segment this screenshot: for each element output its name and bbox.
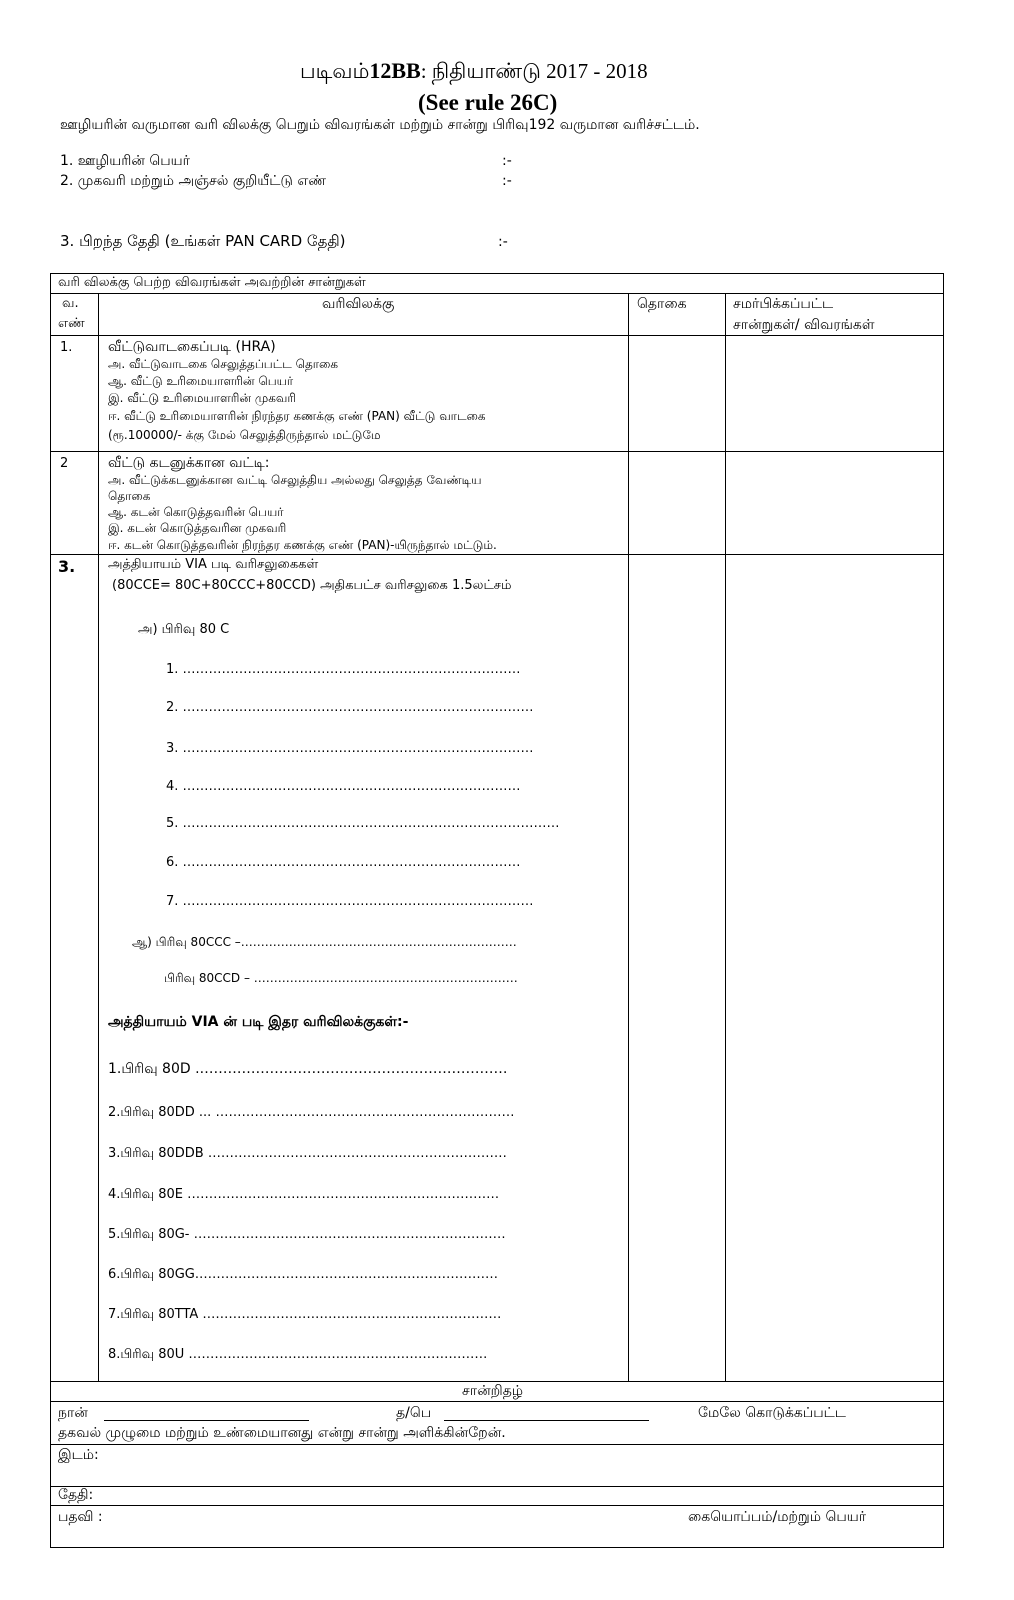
sec-80g: 5.பிரிவு 80G- ………………………………………………………………	[108, 1227, 506, 1242]
row1-line-a: அ. வீட்டுவாடகை செலுத்தப்பட்ட தொகை	[108, 357, 339, 371]
item-80c-6: 6. ……………………………………………………………………	[166, 855, 521, 870]
row2-line-d: ஈ. கடன் கொடுத்தவரின் நிரந்தர கணக்கு எண் (PAN)-யிருந்தால் மட்டும்.	[108, 538, 497, 552]
cert-father-blank[interactable]	[444, 1408, 649, 1425]
col-header-sno-2: எண்	[58, 316, 85, 331]
item-80c-5: 5. ……………………………………………………………………………	[166, 816, 560, 831]
item-80c-2: 2. ………………………………………………………………………	[166, 700, 534, 715]
row1-line-b: ஆ. வீட்டு உரிமையாளரின் பெயர்	[108, 374, 294, 388]
row2-title: வீட்டு கடனுக்கான வட்டி:	[108, 455, 270, 471]
col-header-exemption: வரிவிலக்கு	[322, 296, 395, 312]
cert-so-label: த/பெ	[396, 1405, 432, 1421]
row3-number: 3.	[58, 557, 76, 576]
row2-line-a: அ. வீட்டுக்கடனுக்கான வட்டி செலுத்திய அல்லது செலுத்த வேண்டிய	[108, 473, 482, 487]
row3-title: அத்தியாயம் VIA படி வரிசலுகைகள்	[108, 557, 319, 572]
sec-80d: 1.பிரிவு 80D .…………………………………………………………	[108, 1061, 508, 1077]
cert-signature-label: கையொப்பம்/மற்றும் பெயர்	[688, 1509, 867, 1525]
employee-name-colon: :-	[502, 153, 512, 169]
cert-name-blank[interactable]	[104, 1408, 309, 1425]
form-title	[300, 58, 648, 86]
form-year: : நிதியாண்டு 2017 - 2018	[420, 59, 648, 83]
employee-name-label: 1. ஊழியரின் பெயர்	[60, 153, 190, 169]
item-80c-4: 4. ……………………………………………………………………	[166, 779, 521, 794]
cert-i-label: நான்	[58, 1405, 88, 1421]
row1-title: வீட்டுவாடகைப்படி (HRA)	[108, 339, 276, 355]
row2-line-c: இ. கடன் கொடுத்தவரின முகவரி	[108, 521, 287, 535]
intro-text: ஊழியரின் வருமான வரி விலக்கு பெறும் விவரங்கள் மற்றும் சான்று பிரிவு192 வருமான வரிச்சட்டம்.	[60, 117, 700, 133]
cert-date-label: தேதி:	[58, 1487, 94, 1503]
dob-colon: :-	[498, 234, 508, 250]
dob-label: 3. பிறந்த தேதி (உங்கள் PAN CARD தேதி)	[60, 232, 346, 250]
row2-line-a-cont: தொகை	[108, 489, 151, 503]
row1-number: 1.	[60, 340, 73, 355]
form-prefix: படிவம்	[300, 59, 370, 83]
col-header-sno-1: வ.	[62, 296, 79, 311]
col-header-proof-1: சமர்பிக்கப்பட்ட	[733, 296, 834, 312]
sec-80e: 4.பிரிவு 80E ………………………………………………………………	[108, 1187, 500, 1202]
section-80c-label: அ) பிரிவு 80 C	[138, 622, 230, 637]
col-header-proof-2: சான்றுகள்/ விவரங்கள்	[733, 317, 875, 333]
sec-80ddb: 3.பிரிவு 80DDB ……………………………………………………………	[108, 1146, 507, 1161]
address-label: 2. முகவரி மற்றும் அஞ்சல் குறியீட்டு எண்	[60, 173, 327, 189]
section-80ccc: ஆ) பிரிவு 80CCC –……………………………………………………………	[132, 935, 517, 949]
item-80c-7: 7. ………………………………………………………………………	[166, 894, 534, 909]
row1-line-e: (ரூ.100000/- க்கு மேல் செலுத்திருந்தால் மட்டுமே	[108, 428, 381, 442]
sec-80gg: 6.பிரிவு 80GG.……………………………………………………………	[108, 1267, 499, 1282]
cert-statement: தகவல் முழுமை மற்றும் உண்மையானது என்று சான்று அளிக்கின்றேன்.	[58, 1425, 506, 1441]
section-80ccd: பிரிவு 80CCD – …………………………………………………………	[164, 971, 518, 985]
item-80c-1: 1. ……………………………………………………………………	[166, 662, 521, 677]
sec-80u: 8.பிரிவு 80U ……………………………………………………………	[108, 1347, 488, 1362]
sec-80tta: 7.பிரிவு 80TTA ……………………………………………………………	[108, 1307, 502, 1322]
other-exemptions-title: அத்தியாயம் VIA ன் படி இதர வரிவிலக்குகள்:-	[108, 1014, 409, 1030]
sec-80dd: 2.பிரிவு 80DD ... ……………………………………………………………	[108, 1105, 515, 1120]
cert-place-label: இடம்:	[58, 1447, 99, 1463]
form-code: 12BB	[369, 58, 421, 83]
row2-number: 2	[60, 456, 69, 471]
table-caption: வரி விலக்கு பெற்ற விவரங்கள் அவற்றின் சான்றுகள்	[58, 275, 366, 290]
row1-line-c: இ. வீட்டு உரிமையாளரின் முகவரி	[108, 391, 296, 405]
certificate-title: சான்றிதழ்	[462, 1383, 524, 1399]
cert-given-above: மேலே கொடுக்கப்பட்ட	[698, 1405, 846, 1421]
item-80c-3: 3. ………………………………………………………………………	[166, 741, 534, 756]
row1-line-d: ஈ. வீட்டு உரிமையாளரின் நிரந்தர கணக்கு எண் (PAN) வீட்டு வாடகை	[108, 409, 486, 423]
col-header-amount: தொகை	[637, 296, 687, 312]
rule-reference: (See rule 26C)	[418, 90, 558, 115]
row3-subtitle: (80CCE= 80C+80CCC+80CCD) அதிகபட்ச வரிசலுகை 1.5லட்சம்	[112, 578, 512, 593]
address-colon: :-	[502, 173, 512, 189]
row2-line-b: ஆ. கடன் கொடுத்தவரின் பெயர்	[108, 505, 284, 519]
cert-designation-label: பதவி :	[58, 1509, 103, 1525]
